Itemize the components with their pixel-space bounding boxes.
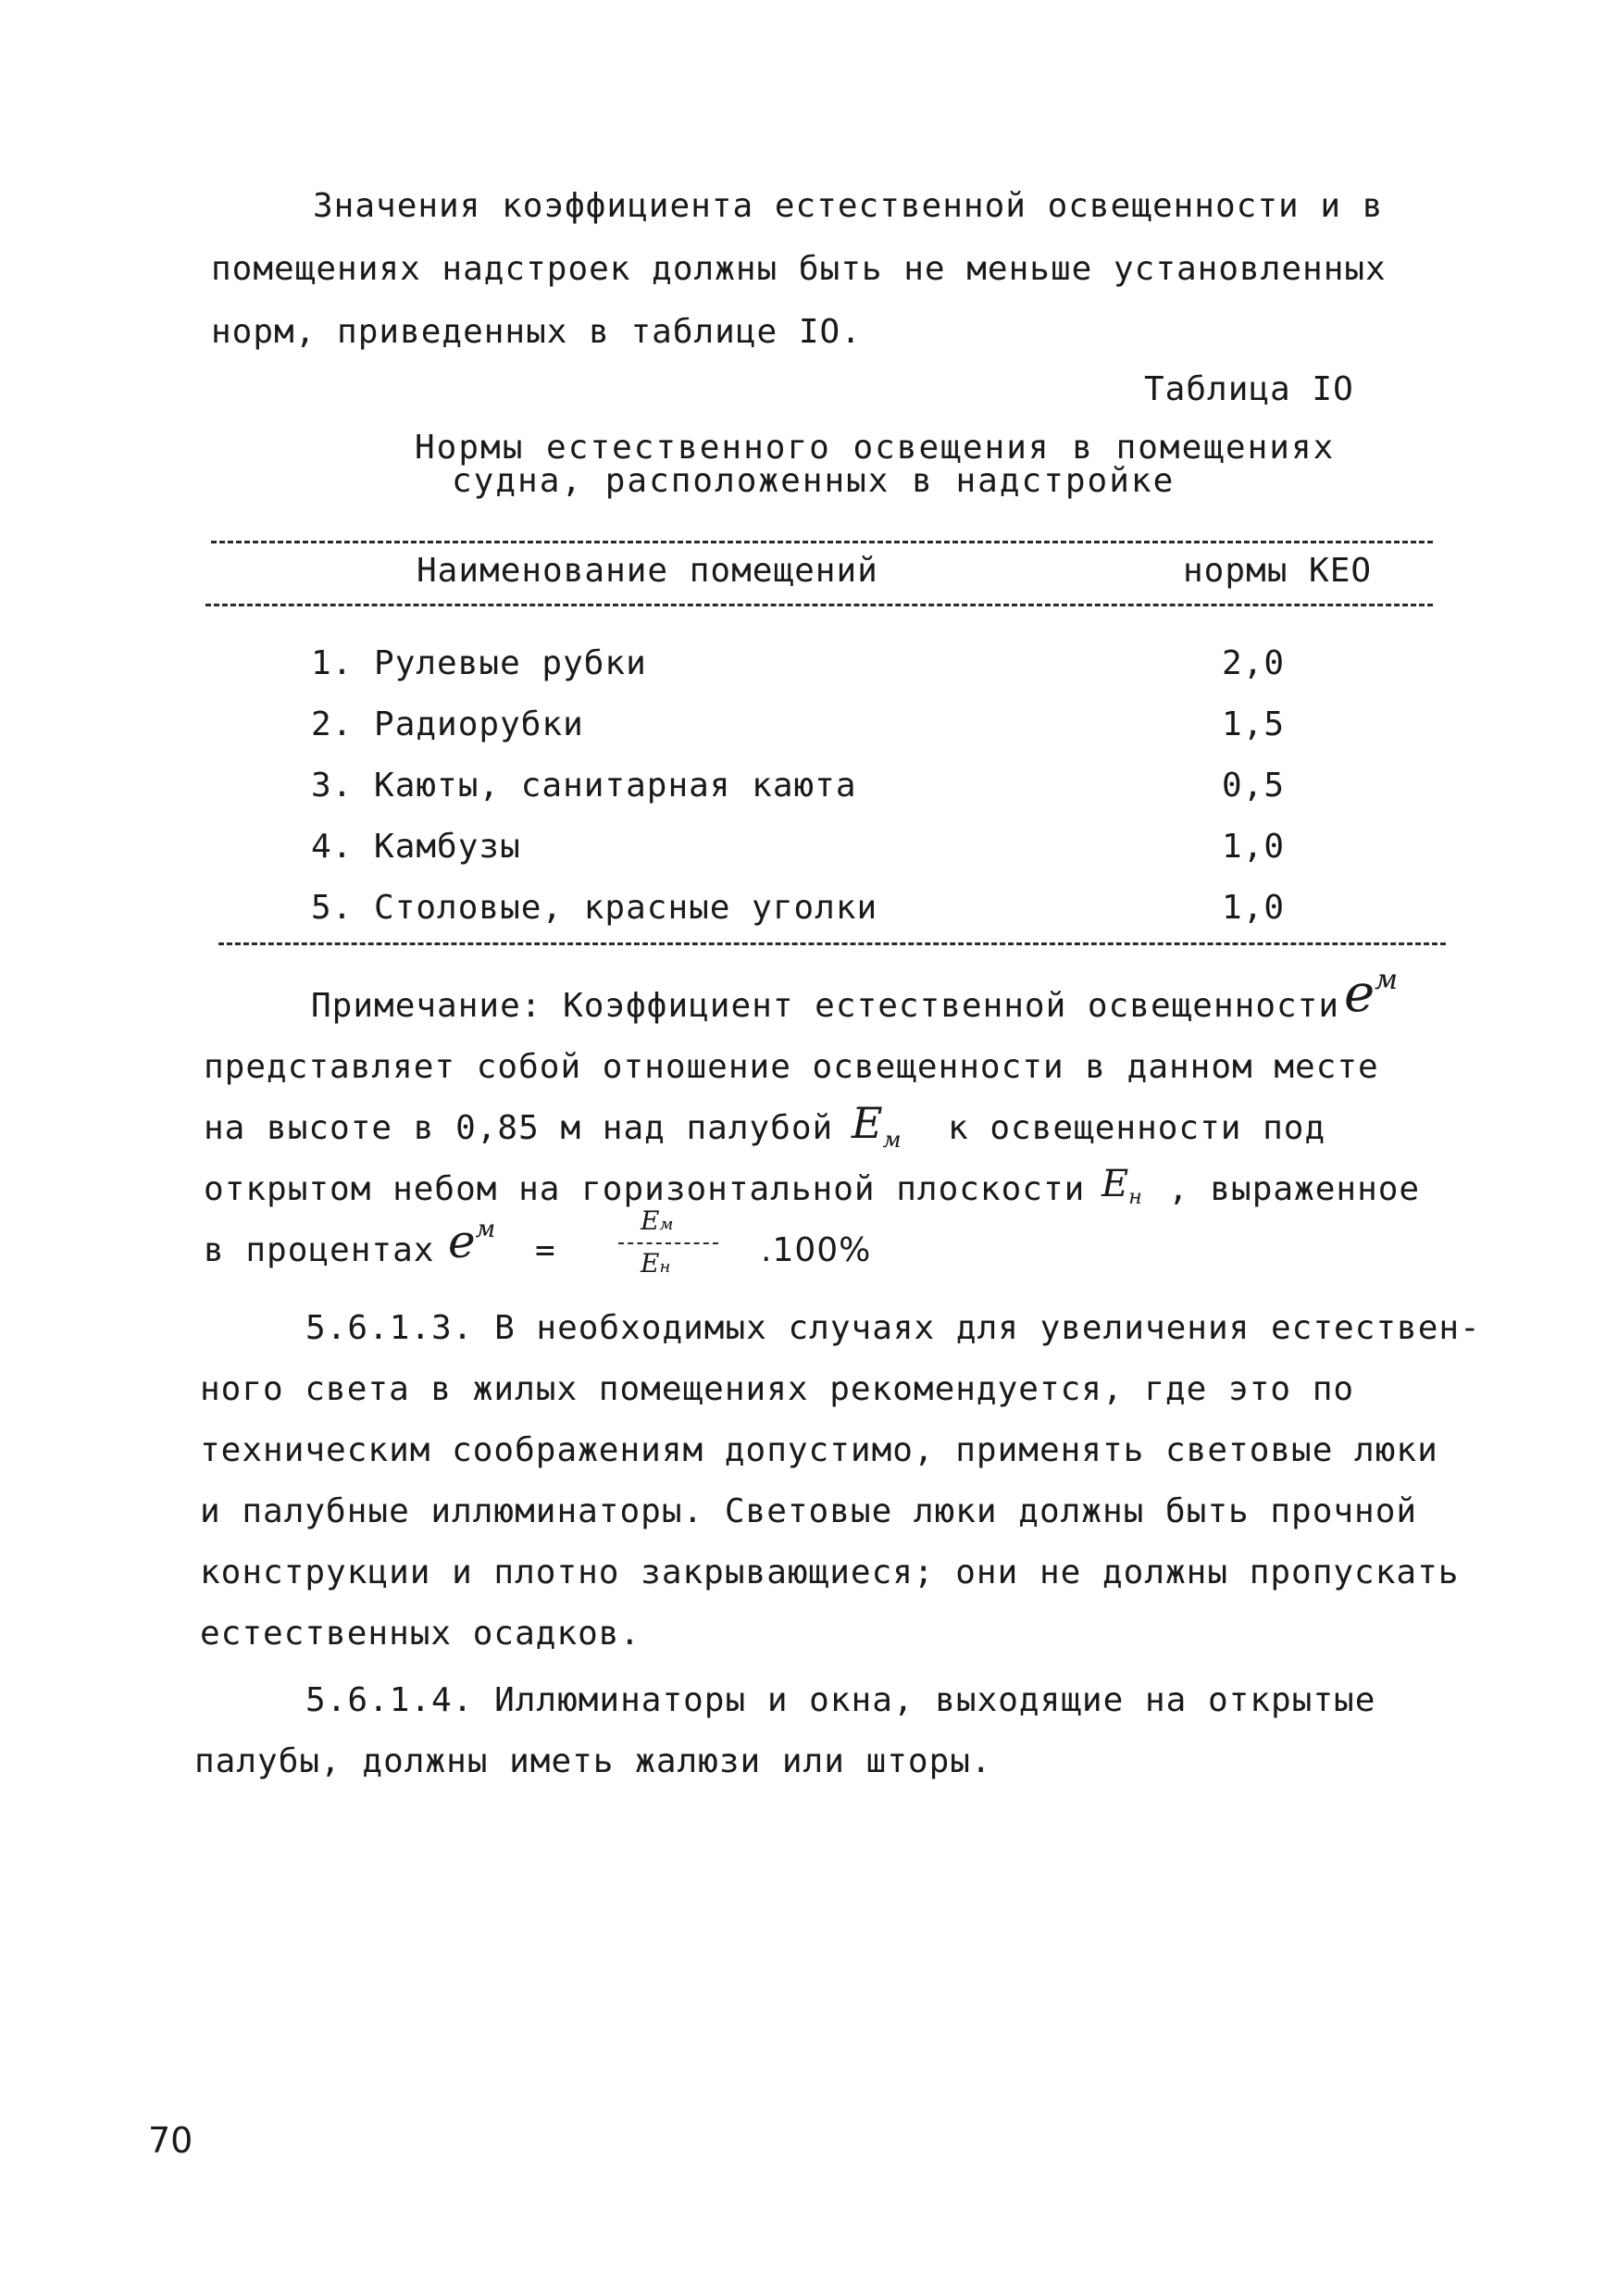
para-5613-line-5: конструкции и плотно закрывающиеся; они не должны пропускать — [200, 1554, 1460, 1591]
table-title-line-1: Нормы естественного освещения в помещениях — [415, 429, 1336, 467]
table-row-value: 0,5 — [1222, 767, 1286, 805]
formula-percent: .100% — [761, 1231, 872, 1269]
para-5613-line-3: техническим соображениям допустимо, применять световые люки — [200, 1431, 1438, 1469]
table-row-name: 5. Столовые, красные уголки — [311, 889, 878, 927]
table-row-name: 2. Радиорубки — [311, 705, 584, 743]
table-row-value: 1,0 — [1222, 889, 1286, 927]
page-number: 70 — [148, 2120, 193, 2161]
table-header-name: Наименование помещений — [417, 552, 878, 590]
note-line-3b: к освещенности под — [948, 1109, 1326, 1147]
table-title-line-2: судна, расположенных в надстройке — [452, 462, 1176, 500]
symbol-e: e — [1344, 964, 1375, 1024]
note-line-2: представляет собой отношение освещенности в данном месте — [204, 1048, 1379, 1086]
table-header-rule — [205, 604, 1433, 606]
note-line-5: в процентах — [204, 1231, 435, 1269]
illuminance-symbol-em: Eм — [852, 1098, 902, 1153]
table-row-value: 2,0 — [1222, 644, 1286, 682]
table-caption: Таблица IO — [1144, 370, 1354, 408]
note-line-1: Примечание: Коэффициент естественной освещенности — [311, 987, 1340, 1025]
para-5613-line-2: ного света в жилых помещениях рекомендуется, где это по — [200, 1370, 1355, 1408]
note-line-3a: на высоте в 0,85 м над палубой — [204, 1109, 834, 1147]
table-row-name: 1. Рулевые рубки — [311, 644, 647, 682]
fraction-denominator: Eн — [641, 1248, 671, 1279]
note-line-4b: , выраженное — [1168, 1170, 1421, 1208]
illuminance-symbol-en: Eн — [1101, 1163, 1142, 1209]
table-row-name: 3. Каюты, санитарная каюта — [311, 767, 857, 805]
intro-line-1: Значения коэффициента естественной освещенности и в — [313, 187, 1384, 225]
para-5614-line-1: 5.6.1.4. Иллюминаторы и окна, выходящие на открытые — [305, 1681, 1376, 1719]
intro-line-3: норм, приведенных в таблице IO. — [211, 313, 862, 351]
fraction-numerator: Eм — [641, 1205, 674, 1236]
para-5613-line-6: естественных осадков. — [200, 1615, 641, 1653]
keo-formula-lhs: eм — [448, 1215, 496, 1268]
keo-formula-fraction — [615, 1207, 726, 1291]
table-row-value: 1,5 — [1222, 705, 1286, 743]
note-line-4a: открытом небом на горизонтальной плоскости — [204, 1170, 1086, 1208]
para-5614-line-2: палубы, должны иметь жалюзи или шторы. — [194, 1742, 992, 1780]
para-5613-line-1: 5.6.1.3. В необходимых случаях для увеличения естествен- — [305, 1309, 1481, 1347]
para-5613-line-4: и палубные иллюминаторы. Световые люки должны быть прочной — [200, 1492, 1418, 1530]
table-header-value: нормы КЕО — [1183, 552, 1373, 590]
table-row-name: 4. Камбузы — [311, 828, 521, 866]
formula-equals: = — [535, 1231, 556, 1269]
table-bottom-rule — [218, 942, 1446, 945]
keo-symbol — [1344, 964, 1399, 1024]
intro-line-2: помещениях надстроек должны быть не меньше установленных — [211, 250, 1387, 288]
fraction-bar — [618, 1242, 718, 1244]
table-top-rule — [211, 541, 1433, 543]
symbol-e-superscript: м — [1375, 964, 1399, 996]
table-row-value: 1,0 — [1222, 828, 1286, 866]
